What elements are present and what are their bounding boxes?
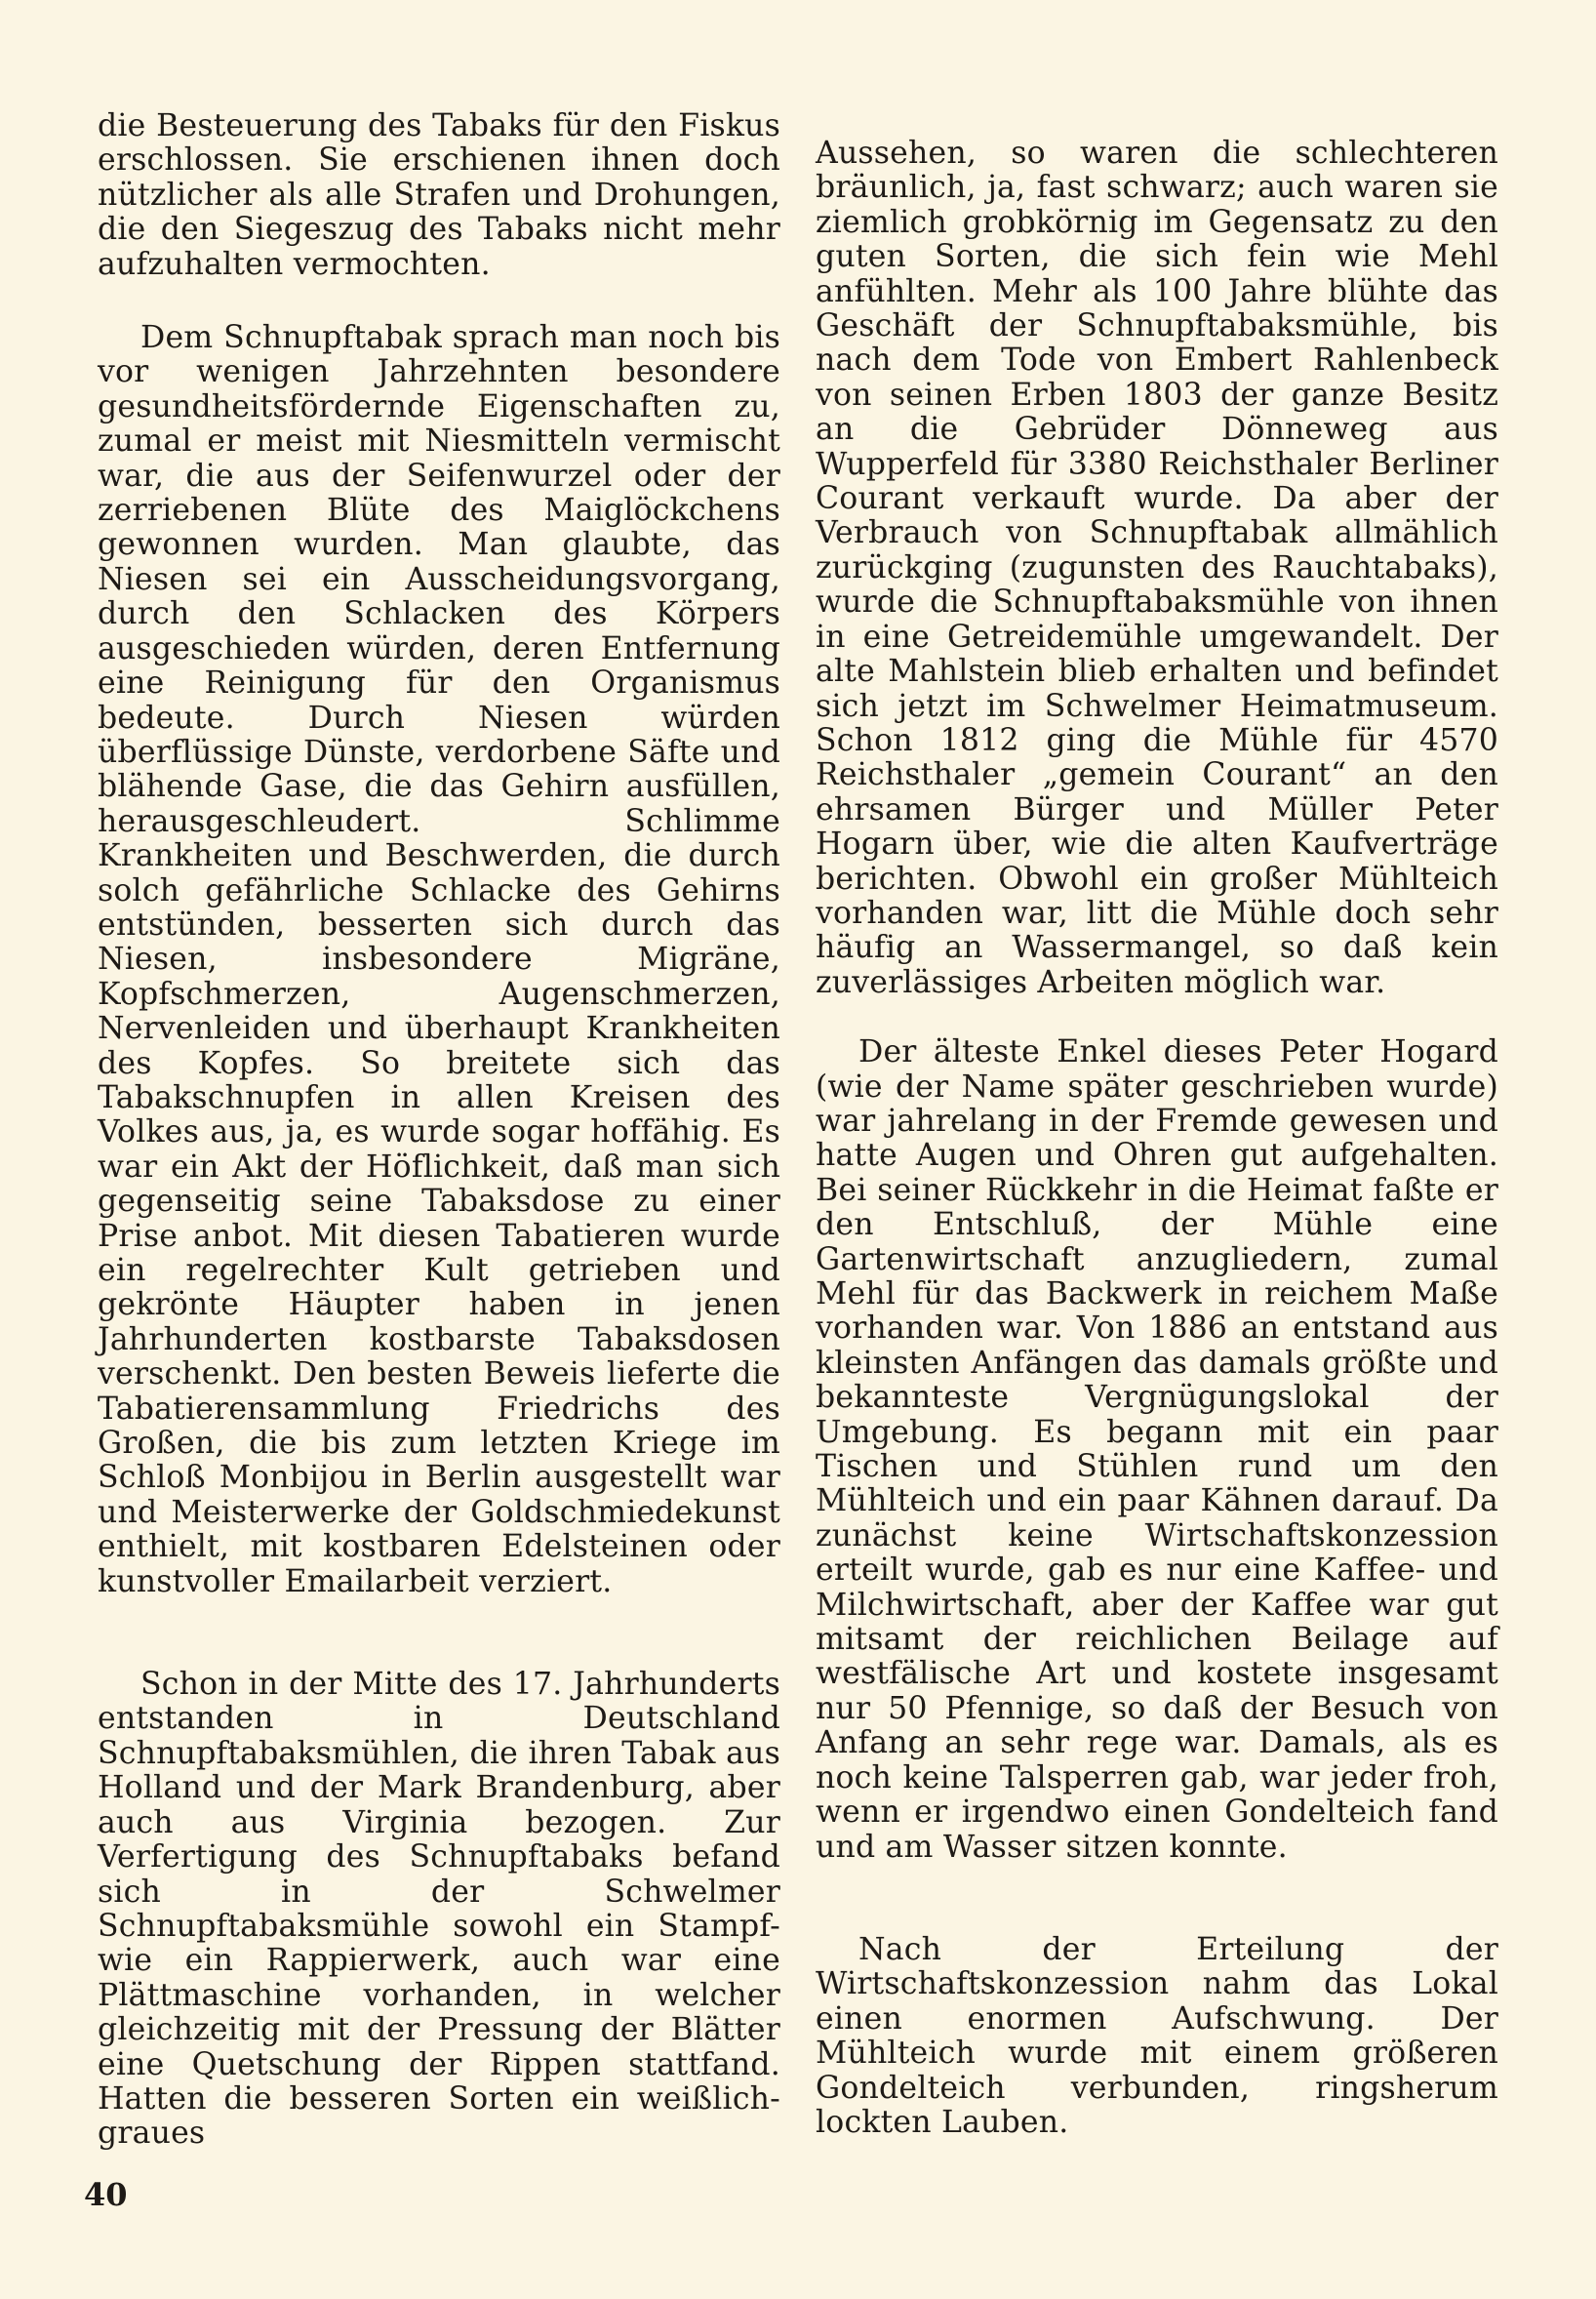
right-column (816, 137, 1498, 2140)
right-paragraph-2: Der älteste Enkel dieses Peter Hogard (wie der Name später geschrieben wurde) war jahrelang in der Fremde gewesen und hatte Augen und Ohren gut aufgehalten. Bei seiner Rückkehr in die Heimat faßte er den Entschluß, der Mühle eine Gartenwirtschaft anzugliedern, zumal Mehl für das Backwerk in reichem Maße vorhanden war. Von 1886 an entstand aus kleinsten Anfängen das damals größte und bekannteste Vergnügungslokal der Umgebung. Es begann mit ein paar Tischen und Stühlen rund um den Mühlteich und ein paar Kähnen darauf. Da zunächst keine Wirtschaftskonzession erteilt wurde, gab es nur eine Kaffee- und Milchwirtschaft, aber der Kaffee war gut mitsamt der reichlichen Beilage auf westfälische Art und kostete insgesamt nur 50 Pfennige, so daß der Besuch von Anfang an sehr rege war. Damals, als es noch keine Talsperren gab, war jeder froh, wenn er irgendwo einen Gondelteich fand und am Wasser sitzen konnte. (816, 1034, 1498, 1865)
right-paragraph-3: Nach der Erteilung der Wirtschaftskonzession nahm das Lokal einen enormen Aufschwung. Der Mühlteich wurde mit einem größeren Gondelteich verbunden, ringsherum lockten Lauben. (816, 1931, 1498, 2140)
left-paragraph-2: Dem Schnupftabak sprach man noch bis vor wenigen Jahrzehnten besondere gesundheitsfördernde Eigenschaften zu, zumal er meist mit Niesmitteln vermischt war, die aus der Seifenwurzel oder der zerriebenen Blüte des Maiglöckchens gewonnen wurden. Man glaubte, das Niesen sei ein Ausscheidungsvorgang, durch den Schlacken des Körpers ausgeschieden würden, deren Entfernung eine Reinigung für den Organismus bedeute. Durch Niesen würden überflüssige Dünste, verdorbene Säfte und blähende Gase, die das Gehirn ausfüllen, herausgeschleudert. Schlimme Krankheiten und Beschwerden, die durch solch gefährliche Schlacke des Gehirns entstünden, besserten sich durch das Niesen, insbesondere Migräne, Kopfschmerzen, Augenschmerzen, Nervenleiden und überhaupt Krankheiten des Kopfes. So breitete sich das Tabakschnupfen in allen Kreisen des Volkes aus, ja, es wurde sogar hoffähig. Es war ein Akt der Höflichkeit, daß man sich gegenseitig seine Tabaksdose zu einer Prise anbot. Mit diesen Tabatieren wurde ein regelrechter Kult getrieben und gekrönte Häupter haben in jenen Jahrhunderten kostbarste Tabaksdosen verschenkt. Den besten Beweis lieferte die Tabatierensammlung Friedrichs des Großen, die bis zum letzten Kriege im Schloß Monbijou in Berlin ausgestellt war und Meisterwerke der Goldschmiedekunst enthielt, mit kostbaren Edelsteinen oder kunstvoller Emailarbeit verziert. (98, 320, 780, 1599)
right-paragraph-1: Aussehen, so waren die schlechteren bräunlich, ja, fast schwarz; auch waren sie ziemlich grobkörnig im Gegensatz zu den guten Sorten, die sich fein wie Mehl anfühlten. Mehr als 100 Jahre blühte das Geschäft der Schnupftabaksmühle, bis nach dem Tode von Embert Rahlenbeck von seinen Erben 1803 der ganze Besitz an die Gebrüder Dönneweg aus Wupperfeld für 3380 Reichsthaler Berliner Courant verkauft wurde. Da aber der Verbrauch von Schnupftabak allmählich zurückging (zugunsten des Rauchtabaks), wurde die Schnupftabaksmühle von ihnen in eine Getreidemühle umgewandelt. Der alte Mahlstein blieb erhalten und befindet sich jetzt im Schwelmer Heimatmuseum. Schon 1812 ging die Mühle für 4570 Reichsthaler „gemein Courant“ an den ehrsamen Bürger und Müller Peter Hogarn über, wie die alten Kaufverträge berichten. Obwohl ein großer Mühlteich vorhanden war, litt die Mühle doch sehr häufig an Wassermangel, so daß kein zuverlässiges Arbeiten möglich war. (816, 136, 1498, 1000)
left-paragraph-3: Schon in der Mitte des 17. Jahrhunderts entstanden in Deutschland Schnupftabaksmühlen, die ihren Tabak aus Holland und der Mark Brandenburg, aber auch aus Virginia bezogen. Zur Verfertigung des Schnupftabaks befand sich in der Schwelmer Schnupftabaksmühle sowohl ein Stampf- wie ein Rappierwerk, auch war eine Plättmaschine vorhanden, in welcher gleichzeitig mit der Pressung der Blätter eine Quetschung der Rippen stattfand. Hatten die besseren Sorten ein weißlich-graues (98, 1667, 780, 2152)
left-column (98, 109, 780, 2152)
page-number: 40 (84, 2176, 128, 2213)
left-paragraph-1: die Besteuerung des Tabaks für den Fiskus erschlossen. Sie erschienen ihnen doch nützlicher als alle Strafen und Drohungen, die den Siegeszug des Tabaks nicht mehr aufzuhalten vermochten. (98, 108, 780, 282)
